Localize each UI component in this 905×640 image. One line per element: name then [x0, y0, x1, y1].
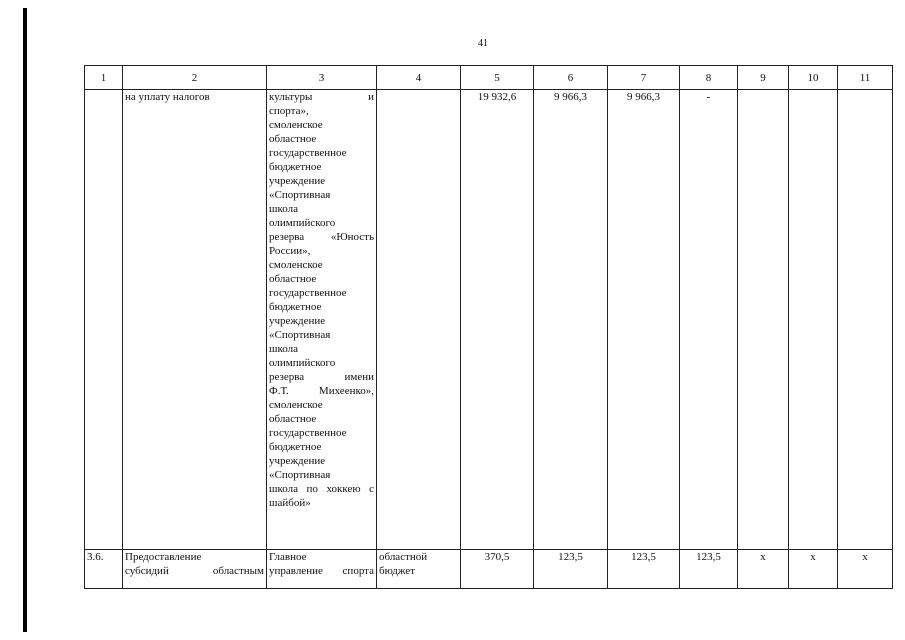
- executor-line: России»,: [269, 245, 311, 257]
- header-cell: 11: [838, 66, 893, 90]
- row-number-cell: [85, 90, 123, 550]
- executor-line: спорта»,: [269, 105, 309, 117]
- description-line: субсидий областным: [125, 565, 264, 577]
- executor-line: бюджетное: [269, 441, 322, 453]
- amount-total-cell: 19 932,6: [461, 90, 534, 550]
- source-line: областной: [379, 551, 428, 563]
- executor-line: школа: [269, 203, 298, 215]
- executor-line: олимпийского: [269, 357, 336, 369]
- left-margin-bar: [23, 8, 27, 632]
- description-line: Предоставление: [125, 551, 202, 563]
- header-cell: 7: [608, 66, 680, 90]
- executor-cell: [267, 550, 377, 589]
- source-cell: [377, 90, 461, 550]
- executor-line: олимпийского: [269, 217, 336, 229]
- executor-line: «Спортивная: [269, 189, 331, 201]
- amount-year1-cell: 123,5: [534, 550, 608, 589]
- executor-line: областное: [269, 273, 317, 285]
- indicator-cell: [838, 90, 893, 550]
- header-cell: 5: [461, 66, 534, 90]
- executor-line: культуры и: [269, 91, 374, 103]
- amount-total-cell: 370,5: [461, 550, 534, 589]
- executor-line: государственное: [269, 287, 347, 299]
- executor-line: резерва имени: [269, 371, 374, 383]
- header-cell: 9: [738, 66, 789, 90]
- executor-line: учреждение: [269, 455, 326, 467]
- budget-table: [84, 65, 893, 589]
- executor-line: «Спортивная: [269, 469, 331, 481]
- header-cell: 1: [85, 66, 123, 90]
- header-cell: 4: [377, 66, 461, 90]
- executor-line: «Спортивная: [269, 329, 331, 341]
- row-number-cell: 3.6.: [85, 550, 123, 589]
- executor-line: резерва «Юность: [269, 231, 374, 243]
- executor-line: смоленское: [269, 399, 323, 411]
- amount-year3-cell: -: [680, 90, 738, 550]
- executor-line: Главное: [269, 551, 307, 563]
- executor-line: смоленское: [269, 259, 323, 271]
- executor-line: бюджетное: [269, 161, 322, 173]
- indicator-cell: [789, 90, 838, 550]
- header-row: [85, 66, 893, 90]
- header-cell: 6: [534, 66, 608, 90]
- description-cell: [123, 550, 267, 589]
- executor-cell: [267, 90, 377, 550]
- executor-line: учреждение: [269, 315, 326, 327]
- executor-line: школа по хоккею с: [269, 483, 374, 495]
- header-cell: 3: [267, 66, 377, 90]
- indicator-cell: х: [789, 550, 838, 589]
- header-cell: 8: [680, 66, 738, 90]
- header-cell: 10: [789, 66, 838, 90]
- table-row: [85, 550, 893, 589]
- executor-line: областное: [269, 133, 317, 145]
- source-cell: [377, 550, 461, 589]
- executor-line: государственное: [269, 147, 347, 159]
- executor-line: школа: [269, 343, 298, 355]
- executor-line: Ф.Т. Михеенко»,: [269, 385, 374, 397]
- amount-year2-cell: 9 966,3: [608, 90, 680, 550]
- description-cell: на уплату налогов: [123, 90, 267, 550]
- executor-line: управление спорта: [269, 565, 374, 577]
- amount-year1-cell: 9 966,3: [534, 90, 608, 550]
- indicator-cell: х: [838, 550, 893, 589]
- table-row: [85, 90, 893, 550]
- page-number: 41: [478, 38, 488, 49]
- source-line: бюджет: [379, 565, 415, 577]
- executor-line: областное: [269, 413, 317, 425]
- executor-line: смоленское: [269, 119, 323, 131]
- executor-line: шайбой»: [269, 497, 311, 509]
- executor-line: учреждение: [269, 175, 326, 187]
- executor-line: бюджетное: [269, 301, 322, 313]
- header-cell: 2: [123, 66, 267, 90]
- indicator-cell: х: [738, 550, 789, 589]
- executor-line: государственное: [269, 427, 347, 439]
- indicator-cell: [738, 90, 789, 550]
- amount-year3-cell: 123,5: [680, 550, 738, 589]
- amount-year2-cell: 123,5: [608, 550, 680, 589]
